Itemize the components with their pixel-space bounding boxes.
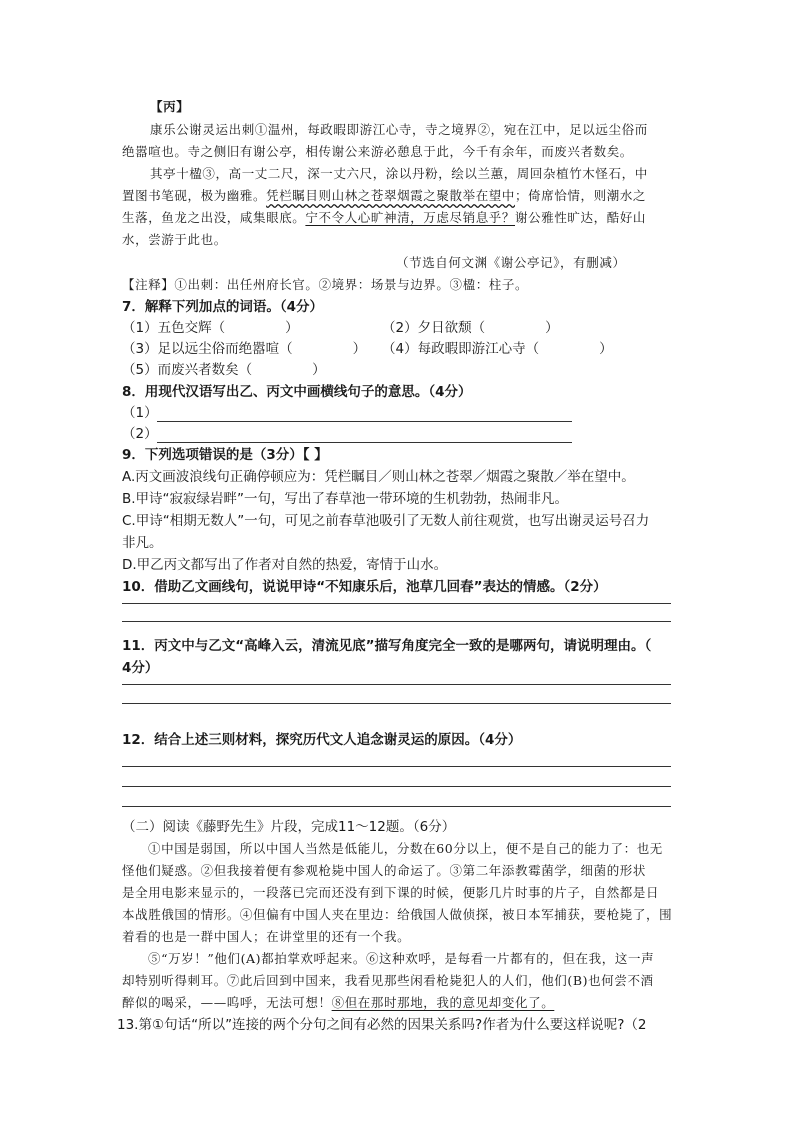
q9-option-b: B.甲诗“寂寂绿岩畔”一句，写出了春草池一带环境的生机勃勃，热闹非凡。: [122, 491, 569, 507]
part2-para1-line2: 怪他们疑惑。②但我接着便有参观枪毙中国人的命运了。③第二年添教霉菌学，细菌的形状: [122, 863, 647, 878]
bing-source: （节选自何文渊《谢公亭记》，有删减）: [396, 255, 626, 270]
q11-title-line1: 11．丙文中与乙文“高峰入云，清流见底”描写角度完全一致的是哪两句，请说明理由。（: [122, 638, 652, 654]
bing-para2-line3: 生落，鱼龙之出没，咸集眼底。宁不令人心旷神清，万虑尽销息乎？谢公雅性旷达，酷好山: [122, 210, 647, 225]
section-heading-bing: 【丙】: [150, 99, 190, 114]
q9-option-c-line2: 非凡。: [122, 535, 163, 551]
part2-para2-line3: 醉似的喝采，——呜呼，无法可想！⑧但在那时那地，我的意见却变化了。: [122, 995, 555, 1010]
underlined-sentence: 宁不令人心旷神清，万虑尽销息乎？: [305, 210, 516, 225]
part2-underlined-sentence: ⑧但在那时那地，我的意见却变化了。: [331, 995, 555, 1010]
part2-para1-line1: ①中国是弱国，所以中国人当然是低能儿，分数在60分以上，便不是自己的能力了：也无: [148, 841, 663, 856]
q9-option-a: A.丙文画波浪线句正确停顿应为：凭栏瞩目／则山林之苍翠／烟霞之聚散／举在望中。: [122, 469, 635, 485]
part2-para1-line4: 本战胜俄国的情形。④但偏有中国人夹在里边：给俄国人做侦探，被日本军捕获，要枪毙了，围: [122, 907, 673, 922]
q7-item-4: （4）每政暇即游江心寺（ ）: [382, 341, 613, 357]
q12-answer-line-2[interactable]: [122, 786, 671, 787]
q10-answer-line-2[interactable]: [122, 621, 671, 622]
part2-para2-line1: ⑤“万岁！”他们(A)都拍掌欢呼起来。⑥这种欢呼，是每看一片都有的，但在我，这一声: [148, 951, 655, 966]
part2-heading: （二）阅读《藤野先生》片段，完成11～12题。（6分）: [122, 819, 456, 835]
q9-option-d: D.甲乙丙文都写出了作者对自然的热爱，寄情于山水。: [122, 557, 448, 573]
q7-title: 7．解释下列加点的词语。（4分）: [122, 299, 324, 315]
bing-para1-line1: 康乐公谢灵运出刺①温州，每政暇即游江心寺，寺之境界②，宛在江中，足以远尘俗而: [150, 122, 648, 137]
q13-title: 13.第①句话“所以”连接的两个分句之间有必然的因果关系吗?作者为什么要这样说呢?（2: [117, 1017, 647, 1033]
bing-para2-line2: 置图书笔砚，极为幽雅。凭栏瞩目则山林之苍翠烟霞之聚散举在望中；倚席恰情，则潮水之: [122, 188, 647, 203]
q12-answer-line-1[interactable]: [122, 766, 671, 767]
q8-answer-line-1[interactable]: [157, 421, 572, 422]
q8-line2-label: （2）: [122, 426, 158, 442]
wavy-underlined-sentence: 凭栏瞩目则山林之苍翠烟霞之聚散举在望中: [266, 188, 516, 203]
bing-para2-line1: 其亭十楹③，高一丈二尺，深一丈六尺，涂以丹粉，绘以兰蕙，周回杂植竹木怪石，中: [150, 166, 648, 181]
q8-line1-label: （1）: [122, 405, 158, 421]
q7-item-5: （5）而废兴者数矣（ ）: [122, 362, 326, 378]
q9-title: 9．下列选项错误的是（3分）【 】: [122, 447, 328, 463]
q7-item-3: （3）足以远尘俗而绝嚣喧（ ）: [122, 341, 367, 357]
part2-para2-line2: 却特别听得刺耳。⑦此后回到中国来，我看见那些闲看枪毙犯人的人们，他们(B)也何尝不酒: [122, 973, 654, 988]
q8-title: 8．用现代汉语写出乙、丙文中画横线句子的意思。（4分）: [122, 384, 472, 400]
q12-title: 12．结合上述三则材料，探究历代文人追念谢灵运的原因。（4分）: [122, 732, 522, 748]
bing-para2-line4: 水，尝游于此也。: [122, 232, 227, 247]
q8-answer-line-2[interactable]: [157, 442, 572, 443]
q10-answer-line-1[interactable]: [122, 603, 671, 604]
q9-option-c-line1: C.甲诗“相期无数人”一句，可见之前春草池吸引了无数人前往观赏，也写出谢灵运号召力: [122, 513, 650, 529]
q11-answer-line-2[interactable]: [122, 703, 671, 704]
q12-answer-line-3[interactable]: [122, 806, 671, 807]
q7-item-1: （1）五色交辉（ ）: [122, 320, 299, 336]
part2-para1-line3: 是全用电影来显示的，一段落已完而还没有到下课的时候，便影几片时事的片子，自然都是日: [122, 885, 660, 900]
bing-notes: 【注释】①出刺：出任州府长官。②境界：场景与边界。③楹：柱子。: [122, 277, 529, 292]
q7-item-2: （2）夕日欲颓（ ）: [382, 320, 559, 336]
part2-para1-line5: 着看的也是一群中国人；在讲堂里的还有一个我。: [122, 929, 411, 944]
q11-title-line2: 4分）: [122, 660, 159, 676]
q10-title: 10．借助乙文画线句，说说甲诗“不知康乐后，池草几回春”表达的情感。（2分）: [122, 579, 607, 595]
q11-answer-line-1[interactable]: [122, 684, 671, 685]
bing-para1-line2: 绝嚣喧也。寺之侧旧有谢公亭，相传谢公来游必憩息于此，今千有余年，而废兴者数矣。: [122, 144, 633, 159]
